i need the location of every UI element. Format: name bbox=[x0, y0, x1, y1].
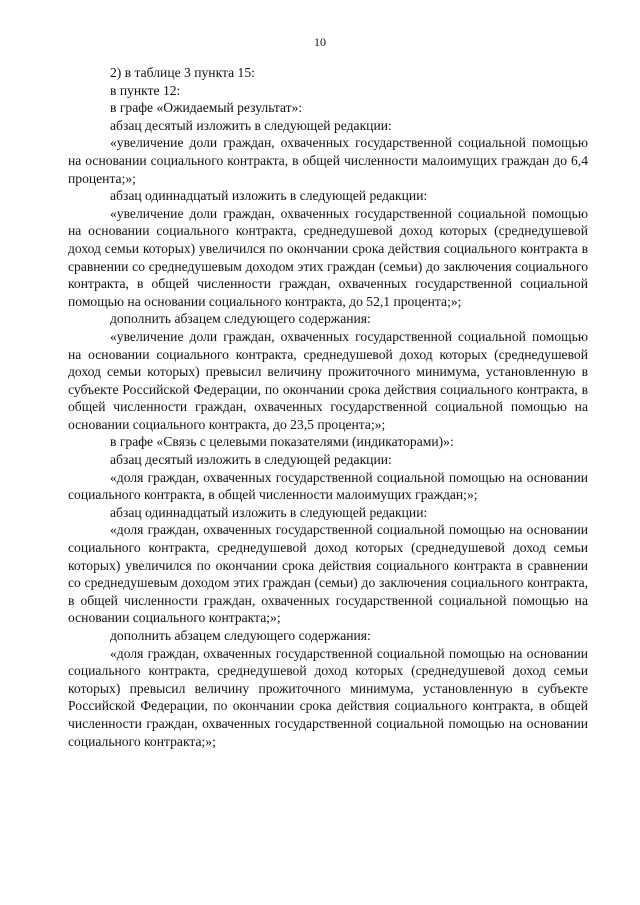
paragraph-quote-income-increase: «увеличение доли граждан, охваченных государственной социальной помощью на основании социального контракта, среднедушевой доход которых (среднедушевой доход семьи которых) увеличился по окончании срока действия социального контракта в сравнении со среднедушевым доходом этих граждан (семьи) до заключения социального контракта, в общей численности граждан, охваченных государственной социальной помощью на основании социального контракта, до 52,1 процента;»; bbox=[68, 205, 588, 309]
paragraph-quote-share: «доля граждан, охваченных государственной социальной помощью на основании социального контракта, в общей численности малоимущих граждан;»; bbox=[68, 469, 588, 503]
paragraph-quote-subsistence-share: «доля граждан, охваченных государственной социальной помощью на основании социального контракта, среднедушевой доход которых (среднедушевой доход семьи которых) превысил величину прожиточного минимума, установленную в субъекте Российской Федерации, по окончании срока действия социального контракта, в общей численности граждан, охваченных государственной социальной помощью на основании социального контракта;»; bbox=[68, 645, 588, 749]
paragraph-subitem-ref: в пункте 12: bbox=[110, 82, 181, 98]
paragraph-instruction-add: дополнить абзацем следующего содержания: bbox=[110, 311, 371, 327]
paragraph-instruction-tenth: абзац десятый изложить в следующей редакции: bbox=[110, 117, 392, 133]
paragraph-instruction-tenth-2: абзац десятый изложить в следующей редакции: bbox=[110, 452, 392, 468]
paragraph-instruction-add-2: дополнить абзацем следующего содержания: bbox=[110, 628, 371, 643]
paragraph-item-ref: 2) в таблице 3 пункта 15: bbox=[110, 65, 255, 80]
page-number: 10 bbox=[314, 35, 326, 49]
paragraph-quote-share-increase: «увеличение доли граждан, охваченных государственной социальной помощью на основании социального контракта, в общей численности малоимущих граждан до 6,4 процента;»; bbox=[68, 135, 588, 186]
paragraph-instruction-eleventh-2: абзац одиннадцатый изложить в следующей редакции: bbox=[110, 504, 428, 520]
paragraph-column-expected-result: в графе «Ожидаемый результат»: bbox=[110, 100, 303, 116]
document-body bbox=[68, 64, 588, 750]
paragraph-column-target-indicators: в графе «Связь с целевыми показателями (индикаторами)»: bbox=[110, 434, 454, 450]
paragraph-quote-income-share: «доля граждан, охваченных государственной социальной помощью на основании социального контракта, среднедушевой доход которых (среднедушевой доход семьи которых) увеличился по окончании срока действия социального контракта в сравнении со среднедушевым доходом этих граждан (семьи) до заключения социального контракта, в общей численности граждан, охваченных государственной социальной помощью на основании социального контракта;»; bbox=[68, 522, 588, 626]
paragraph-quote-subsistence-exceeded: «увеличение доли граждан, охваченных государственной социальной помощью на основании социального контракта, среднедушевой доход которых (среднедушевой доход семьи которых) превысил величину прожиточного минимума, установленную в субъекте Российской Федерации, по окончании срока действия социального контракта, в общей численности граждан, охваченных государственной социальной помощью на основании социального контракта, до 23,5 процента;»; bbox=[68, 328, 588, 432]
paragraph-instruction-eleventh: абзац одиннадцатый изложить в следующей редакции: bbox=[110, 188, 428, 204]
